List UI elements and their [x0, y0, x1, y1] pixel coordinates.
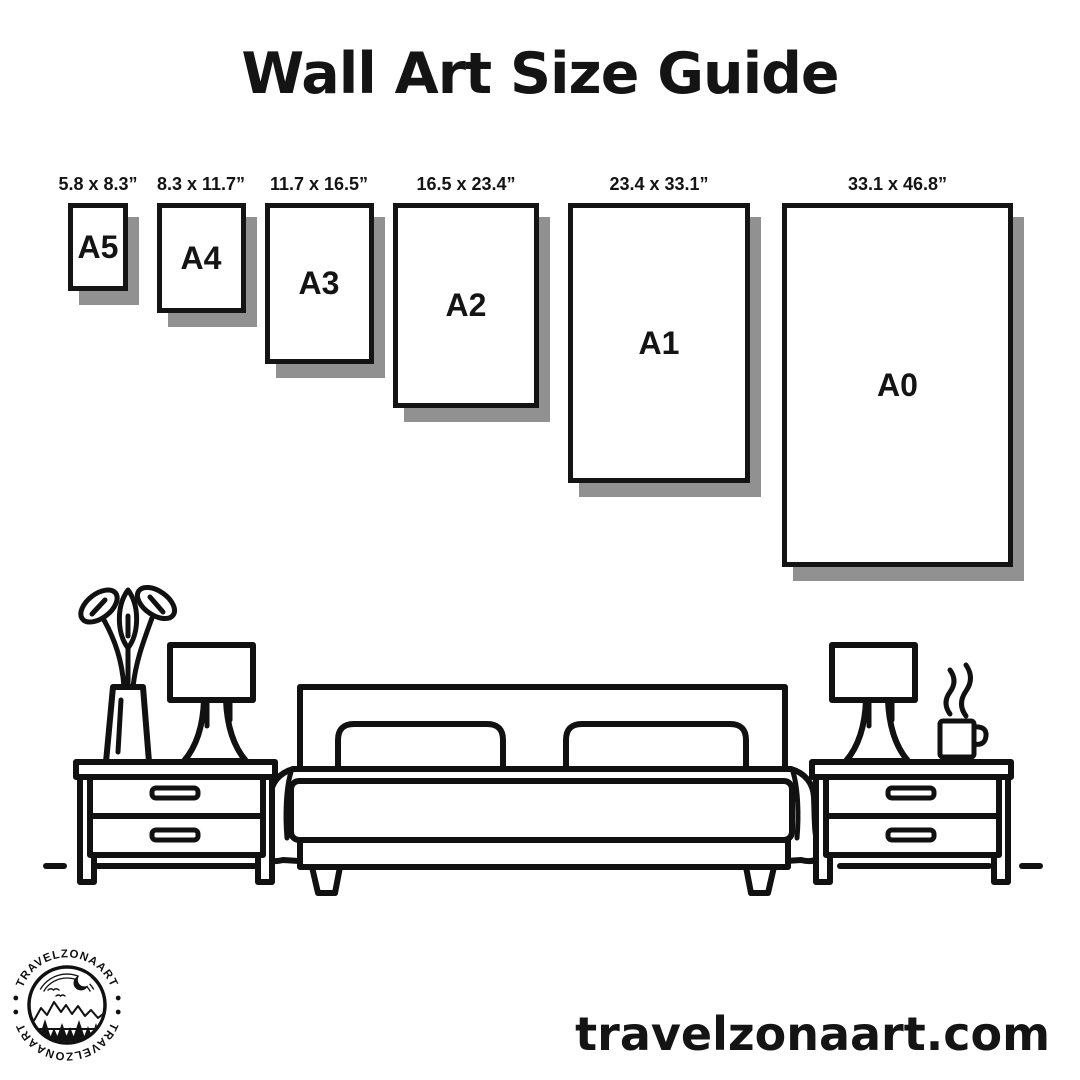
size-name-a0: A0: [877, 366, 918, 403]
size-dimensions-a3: 11.7 x 16.5”: [269, 174, 369, 194]
size-frame-a4: [157, 203, 246, 313]
website-url: travelzonaart.com: [575, 1007, 1050, 1061]
bedroom-illustration: [35, 575, 1045, 900]
table-lamp-icon: [832, 645, 915, 761]
size-dimensions-a4: 8.3 x 11.7”: [156, 174, 246, 194]
size-card-a3: [239, 174, 399, 364]
size-name-a1: A1: [638, 324, 680, 361]
size-name-a3: A3: [298, 265, 340, 301]
size-frame-a0: [782, 203, 1013, 567]
table-lamp-icon: [170, 645, 253, 761]
logo-text-top: TRAVELZONAART: [14, 948, 120, 990]
size-name-a4: A4: [180, 239, 222, 276]
size-dimensions-a2: 16.5 x 23.4”: [416, 174, 516, 194]
size-card-a0: [777, 174, 1018, 567]
travelzonaart-logo: [0, 934, 138, 1076]
size-frame-a2: [393, 203, 539, 408]
birds-icon: [48, 989, 65, 996]
size-dimensions-a0: 33.1 x 46.8”: [847, 174, 948, 194]
logo-text-bottom: TRAVELZONAART: [14, 1020, 120, 1062]
size-frame-a1: [568, 203, 750, 483]
size-card-a1: [559, 174, 759, 483]
size-card-a2: [386, 174, 546, 408]
double-bed-icon: [264, 687, 820, 893]
pillow-icon: [566, 724, 746, 769]
size-dimensions-a1: 23.4 x 33.1”: [609, 174, 709, 194]
size-dimensions-a5: 5.8 x 8.3”: [58, 174, 138, 194]
pillow-icon: [338, 724, 503, 769]
mountains-icon: [31, 1002, 103, 1029]
coffee-cup-icon: [927, 665, 989, 762]
size-frame-a3: [265, 203, 374, 364]
vase-with-plant-icon: [75, 581, 180, 762]
page-title: Wall Art Size Guide: [241, 41, 839, 107]
size-frame-a5: [68, 203, 128, 291]
size-name-a2: A2: [445, 287, 487, 323]
size-name-a5: A5: [77, 228, 119, 265]
